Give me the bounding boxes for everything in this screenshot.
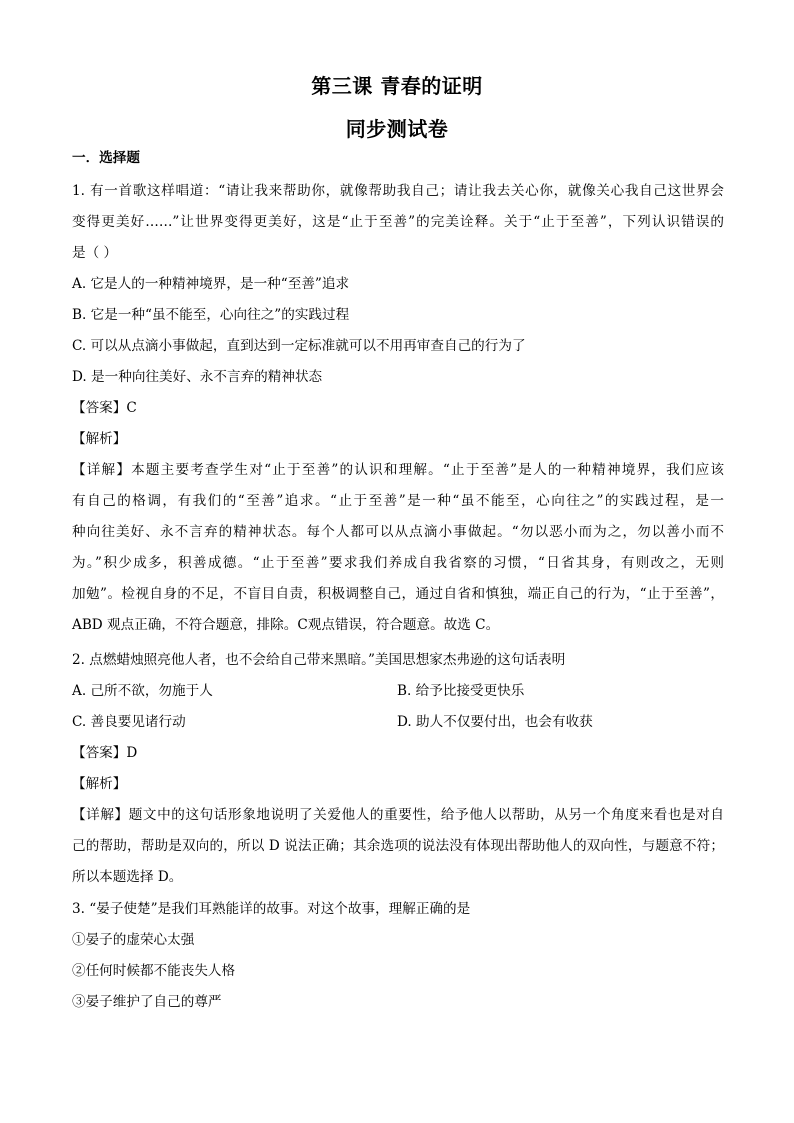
q2-option-a: A. 己所不欲，勿施于人 xyxy=(72,683,213,699)
q1-stem-line: 变得更美好……”让世界变得更美好，这是“止于至善”的完美诠释。关于“止于至善”，下列认识错误的 xyxy=(72,214,724,230)
section-heading: 一．选择题 xyxy=(72,150,140,166)
q2-analysis-label: 【解析】 xyxy=(72,776,127,792)
q1-detail-line: 为。”积少成多，积善成德。“止于至善”要求我们养成自我省察的习惯，“日省其身，有则改之，无则 xyxy=(72,555,724,571)
q1-option-d: D. 是一种向往美好、永不言弃的精神状态 xyxy=(72,369,323,385)
q1-stem-line: 1. 有一首歌这样唱道：“请让我来帮助你，就像帮助我自己；请让我去关心你，就像关心我自己这世界会 xyxy=(72,183,724,199)
q3-stem: 3. “晏子使楚”是我们耳熟能详的故事。对这个故事，理解正确的是 xyxy=(72,901,471,917)
q1-option-b: B. 它是一种“虽不能至，心向往之”的实践过程 xyxy=(72,307,350,323)
q2-option-b: B. 给予比接受更快乐 xyxy=(397,683,525,699)
q1-option-c: C. 可以从点滴小事做起，直到达到一定标准就可以不用再审查自己的行为了 xyxy=(72,338,526,354)
q1-detail-line: 【详解】本题主要考查学生对“止于至善”的认识和理解。“止于至善”是人的一种精神境界，我们应该 xyxy=(72,462,724,478)
q1-detail-line: 有自己的格调，有我们的“至善”追求。“止于至善”是一种“虽不能至，心向往之”的实践过程，是一 xyxy=(72,493,724,509)
page-subtitle: 同步测试卷 xyxy=(345,117,449,141)
q1-stem-line: 是（ ） xyxy=(72,245,118,261)
q3-item: ③晏子维护了自己的尊严 xyxy=(72,994,222,1010)
q2-detail-line: 所以本题选择 D。 xyxy=(72,869,183,885)
q1-detail-line: 加勉”。检视自身的不足，不盲目自责，积极调整自己，通过自省和慎独，端正自己的行为，“止于至善”， xyxy=(72,586,724,602)
q1-detail-line: ABD 观点正确，不符合题意，排除。C观点错误，符合题意。故选 C。 xyxy=(72,617,500,633)
q1-analysis-label: 【解析】 xyxy=(72,431,127,447)
q2-option-c: C. 善良要见诸行动 xyxy=(72,714,186,730)
q3-item: ②任何时候都不能丧失人格 xyxy=(72,963,236,979)
page-title: 第三课 青春的证明 xyxy=(311,74,483,98)
q2-detail-line: 【详解】题文中的这句话形象地说明了关爱他人的重要性，给予他人以帮助，从另一个角度来看也是对自 xyxy=(72,807,724,823)
q2-option-d: D. 助人不仅要付出，也会有收获 xyxy=(397,714,593,730)
q2-answer: 【答案】D xyxy=(72,745,138,761)
q1-detail-line: 种向往美好、永不言弃的精神状态。每个人都可以从点滴小事做起。“勿以恶小而为之，勿以善小而不 xyxy=(72,524,724,540)
q3-item: ①晏子的虚荣心太强 xyxy=(72,932,195,948)
q1-answer: 【答案】C xyxy=(72,400,137,416)
q2-detail-line: 己的帮助，帮助是双向的，所以 D 说法正确；其余选项的说法没有体现出帮助他人的双向性，与题意不符； xyxy=(72,838,724,854)
q2-stem: 2. 点燃蜡烛照亮他人者，也不会给自己带来黑暗。”美国思想家杰弗逊的这句话表明 xyxy=(72,652,566,668)
q1-option-a: A. 它是人的一种精神境界，是一种“至善”追求 xyxy=(72,276,350,292)
